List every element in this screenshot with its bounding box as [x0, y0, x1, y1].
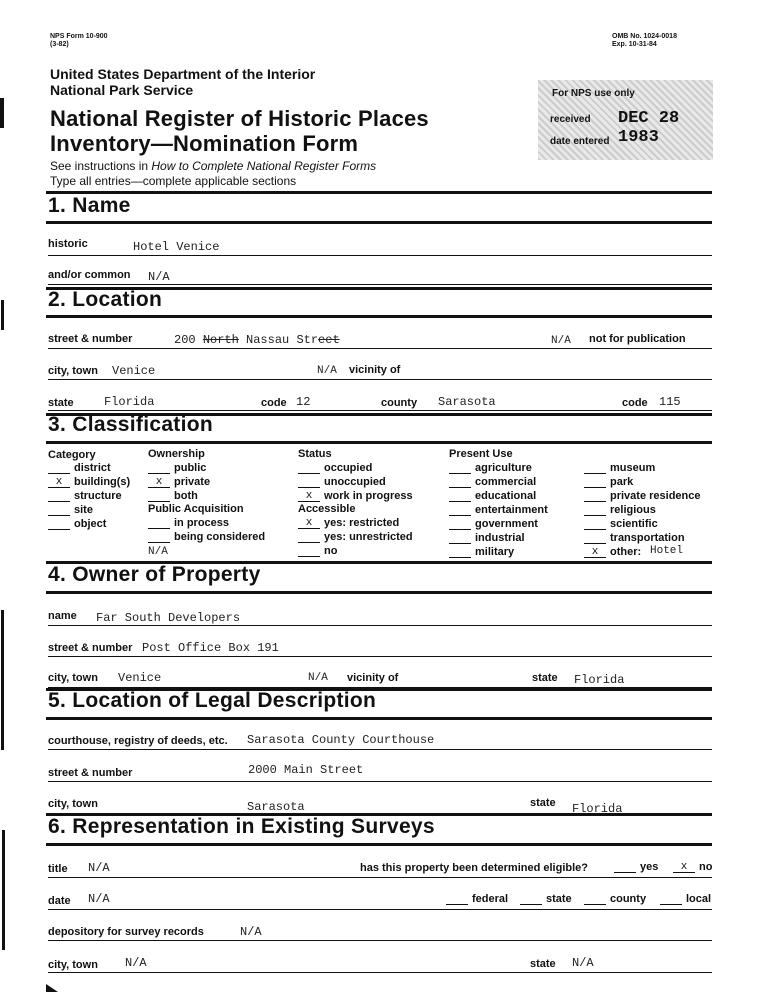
checkbox-blank[interactable]: x — [148, 477, 170, 488]
checkbox-blank[interactable] — [584, 519, 606, 530]
service-name: National Park Service — [50, 82, 194, 98]
owner-city-label: city, town — [48, 672, 98, 684]
checkbox-blank[interactable] — [449, 463, 471, 474]
street-name: Nassau Str — [238, 333, 319, 347]
checkbox-blank[interactable] — [584, 491, 606, 502]
county-value[interactable]: Sarasota — [438, 395, 496, 409]
survey-title-label: title — [48, 863, 68, 875]
section-divider — [46, 221, 712, 224]
federal-option[interactable] — [446, 893, 508, 905]
checkbox-option[interactable] — [584, 462, 655, 474]
checkbox-option[interactable] — [298, 531, 413, 543]
checkbox-label: being considered — [174, 531, 266, 543]
rule — [48, 940, 712, 941]
checkbox-option[interactable] — [584, 532, 685, 544]
section-divider — [46, 717, 712, 720]
section-5-heading: 5. Location of Legal Description — [48, 689, 377, 712]
scan-edge-mark — [1, 610, 4, 750]
depository-city-value[interactable]: N/A — [125, 956, 147, 970]
local-option[interactable] — [660, 893, 711, 905]
not-for-publication-label: not for publication — [589, 333, 686, 345]
rule — [48, 348, 712, 349]
checkbox-blank[interactable] — [449, 477, 471, 488]
eligible-yes-option[interactable] — [614, 861, 658, 873]
checkbox-option[interactable] — [48, 504, 93, 516]
checkbox-blank[interactable] — [584, 477, 606, 488]
checkbox-label: religious — [610, 504, 656, 516]
rule — [48, 781, 712, 782]
checkbox-option[interactable] — [48, 476, 130, 488]
checkbox-option[interactable] — [449, 532, 525, 544]
struck-suffix: eet — [318, 333, 340, 347]
courthouse-label: courthouse, registry of deeds, etc. — [48, 735, 228, 747]
checkbox-option[interactable] — [298, 462, 372, 474]
checkbox-label: occupied — [324, 462, 373, 474]
nps-use-box — [538, 80, 713, 160]
checkbox-option[interactable] — [449, 490, 536, 502]
county-code-label: code — [622, 397, 648, 409]
checkbox-label: site — [74, 504, 93, 516]
checkbox-option[interactable] — [148, 517, 229, 529]
checkbox-blank[interactable] — [148, 532, 170, 543]
rule — [48, 284, 712, 285]
section-4-heading: 4. Owner of Property — [48, 563, 261, 586]
rule — [48, 656, 712, 657]
county-option[interactable] — [584, 893, 646, 905]
state-code-label: code — [261, 397, 287, 409]
owner-vicinity-value[interactable]: N/A — [308, 672, 328, 684]
checkbox-label: museum — [610, 462, 656, 474]
state-value[interactable]: Florida — [104, 395, 155, 409]
checkbox-blank[interactable]: x — [298, 518, 320, 529]
accessible-heading: Accessible — [298, 503, 356, 515]
legal-state-label: state — [530, 797, 556, 809]
rule — [48, 410, 712, 411]
owner-name-label: name — [48, 610, 77, 622]
checkbox-option[interactable] — [148, 531, 265, 543]
checkbox-option[interactable] — [148, 476, 210, 488]
checkbox-label: government — [475, 518, 538, 530]
section-6-heading: 6. Representation in Existing Surveys — [48, 815, 435, 838]
state-option[interactable] — [520, 893, 572, 905]
form-number: NPS Form 10-900 — [50, 33, 108, 40]
owner-street-value[interactable]: Post Office Box 191 — [142, 641, 279, 655]
checkbox-label: industrial — [475, 532, 525, 544]
checkbox-label: commercial — [475, 476, 537, 488]
scan-edge-mark — [2, 830, 5, 950]
eligible-yes-label: yes — [640, 861, 659, 873]
owner-name-value[interactable]: Far South Developers — [96, 611, 241, 625]
eligible-no-blank[interactable]: x — [673, 862, 695, 873]
public-acquisition-value[interactable]: N/A — [148, 546, 168, 558]
checkbox-label: transportation — [610, 532, 685, 544]
federal-blank[interactable] — [446, 894, 468, 905]
owner-vicinity-label: vicinity of — [347, 672, 399, 684]
checkbox-blank[interactable] — [48, 491, 70, 502]
street-address-value[interactable] — [174, 333, 340, 347]
common-name-value[interactable]: N/A — [148, 270, 170, 284]
owner-city-value[interactable]: Venice — [118, 671, 162, 685]
survey-title-value[interactable]: N/A — [88, 861, 110, 875]
federal-label: federal — [472, 893, 509, 905]
historic-name-label: historic — [48, 238, 88, 250]
checkbox-blank[interactable] — [449, 505, 471, 516]
survey-date-label: date — [48, 895, 71, 907]
checkbox-label: military — [475, 546, 515, 558]
checkbox-blank[interactable] — [48, 463, 70, 474]
checkbox-label: building(s) — [74, 476, 131, 488]
instructions-line2: Type all entries—complete applicable sections — [50, 174, 297, 188]
checkbox-option[interactable] — [584, 518, 658, 530]
rule — [48, 255, 712, 256]
courthouse-value[interactable]: Sarasota County Courthouse — [247, 733, 435, 747]
form-title-line1: National Register of Historic Places — [50, 106, 429, 131]
section-divider — [46, 191, 712, 194]
received-label: received — [550, 114, 591, 125]
ownership-heading: Ownership — [148, 448, 205, 460]
legal-state-value[interactable]: Florida — [572, 802, 623, 816]
legal-city-label: city, town — [48, 798, 98, 810]
checkbox-blank[interactable] — [298, 477, 320, 488]
section-3-heading: 3. Classification — [48, 413, 213, 436]
section-2-heading: 2. Location — [48, 288, 163, 311]
checkbox-label: other: — [610, 546, 642, 558]
state-code-value[interactable]: 12 — [296, 395, 311, 409]
checkbox-label: public — [174, 462, 207, 474]
checkbox-blank[interactable] — [48, 505, 70, 516]
checkbox-option[interactable] — [298, 476, 386, 488]
depository-city-label: city, town — [48, 959, 98, 971]
section-divider — [46, 441, 712, 444]
checkbox-blank[interactable] — [298, 532, 320, 543]
depository-state-value[interactable]: N/A — [572, 956, 594, 970]
corner-arrow-mark — [46, 984, 58, 992]
eligibility-question: has this property been determined eligible? — [360, 862, 588, 874]
present-use-heading: Present Use — [449, 448, 513, 460]
nps-use-title: For NPS use only — [552, 88, 635, 99]
checkbox-blank[interactable] — [298, 463, 320, 474]
date-entered-label: date entered — [550, 136, 610, 147]
checkbox-label: entertainment — [475, 504, 548, 516]
struck-word: North — [202, 333, 239, 347]
category-heading: Category — [48, 449, 96, 461]
checkbox-blank[interactable] — [584, 505, 606, 516]
public-acquisition-heading: Public Acquisition — [148, 503, 244, 515]
local-option-label: local — [686, 893, 712, 905]
rule — [48, 909, 712, 910]
checkbox-label: educational — [475, 490, 537, 502]
checkbox-option[interactable] — [298, 490, 413, 502]
checkbox-label: object — [74, 518, 107, 530]
street-number: 200 — [174, 333, 203, 347]
checkbox-option[interactable] — [584, 546, 641, 558]
section-1-heading: 1. Name — [48, 194, 131, 217]
rule — [48, 625, 712, 626]
checkbox-label: private residence — [610, 490, 701, 502]
depository-value[interactable]: N/A — [240, 925, 262, 939]
checkbox-label: no — [324, 545, 338, 557]
checkbox-blank[interactable] — [48, 519, 70, 530]
checkbox-blank[interactable] — [584, 533, 606, 544]
state-option-label: state — [546, 893, 572, 905]
legal-street-value[interactable]: 2000 Main Street — [248, 763, 364, 777]
instructions-line1 — [50, 159, 376, 173]
legal-street-label: street & number — [48, 767, 133, 779]
rule — [48, 972, 712, 973]
checkbox-label: scientific — [610, 518, 658, 530]
county-option-label: county — [610, 893, 647, 905]
received-date-stamp: DEC 28 1983 — [618, 109, 680, 147]
checkbox-label: private — [174, 476, 211, 488]
checkbox-blank[interactable] — [148, 491, 170, 502]
owner-street-label: street & number — [48, 642, 133, 654]
owner-state-value[interactable]: Florida — [574, 673, 625, 687]
rule — [48, 877, 712, 878]
checkbox-option[interactable] — [449, 518, 538, 530]
section-divider — [46, 315, 712, 318]
section-divider — [46, 843, 712, 846]
instructions-prefix: See instructions in — [50, 159, 152, 173]
checkbox-option[interactable] — [449, 476, 536, 488]
checkbox-blank[interactable]: x — [48, 477, 70, 488]
checkbox-blank[interactable]: x — [298, 491, 320, 502]
checkbox-option[interactable] — [298, 545, 337, 557]
county-blank[interactable] — [584, 894, 606, 905]
expiration-date: Exp. 10-31-84 — [612, 41, 657, 48]
checkbox-label: park — [610, 476, 634, 488]
checkbox-label: yes: unrestricted — [324, 531, 413, 543]
eligible-no-option[interactable] — [673, 861, 712, 873]
checkbox-label: structure — [74, 490, 122, 502]
checkbox-label: yes: restricted — [324, 517, 400, 529]
section-divider — [46, 591, 712, 594]
historic-name-value[interactable]: Hotel Venice — [133, 240, 220, 254]
street-number-label: street & number — [48, 333, 133, 345]
city-town-label: city, town — [48, 365, 98, 377]
checkbox-blank[interactable]: x — [584, 547, 606, 558]
checkbox-option[interactable] — [148, 462, 206, 474]
checkbox-option[interactable] — [449, 462, 532, 474]
checkbox-option[interactable] — [584, 476, 633, 488]
scan-edge-mark — [1, 300, 4, 330]
form-revision: (3-82) — [50, 41, 69, 48]
checkbox-option[interactable] — [48, 490, 122, 502]
not-for-publication-value[interactable]: N/A — [551, 335, 571, 347]
checkbox-option[interactable] — [298, 517, 399, 529]
checkbox-option[interactable] — [48, 462, 111, 474]
checkbox-blank[interactable] — [298, 546, 320, 557]
checkbox-blank[interactable] — [449, 491, 471, 502]
state-label: state — [48, 397, 74, 409]
depository-state-label: state — [530, 958, 556, 970]
checkbox-blank[interactable] — [449, 533, 471, 544]
checkbox-blank[interactable] — [148, 518, 170, 529]
owner-state-label: state — [532, 672, 558, 684]
checkbox-option[interactable] — [584, 490, 701, 502]
checkbox-option[interactable] — [48, 518, 106, 530]
state-blank[interactable] — [520, 894, 542, 905]
checkbox-blank[interactable] — [148, 463, 170, 474]
legal-city-value[interactable]: Sarasota — [247, 800, 305, 814]
instructions-booklet: How to Complete National Register Forms — [151, 159, 377, 173]
vicinity-value[interactable]: N/A — [317, 365, 337, 377]
rule — [48, 749, 712, 750]
checkbox-option[interactable] — [584, 504, 656, 516]
other-use-value[interactable]: Hotel — [650, 545, 684, 557]
checkbox-option[interactable] — [449, 504, 548, 516]
depository-label: depository for survey records — [48, 926, 204, 938]
checkbox-blank[interactable] — [449, 519, 471, 530]
status-heading: Status — [298, 448, 332, 460]
county-label: county — [381, 397, 418, 409]
checkbox-label: unoccupied — [324, 476, 386, 488]
checkbox-option[interactable] — [148, 490, 198, 502]
omb-number: OMB No. 1024-0018 — [612, 33, 677, 40]
common-name-label: and/or common — [48, 269, 131, 281]
scan-edge-mark — [0, 98, 4, 128]
checkbox-blank[interactable] — [449, 547, 471, 558]
checkbox-option[interactable] — [449, 546, 514, 558]
checkbox-label: work in progress — [324, 490, 413, 502]
county-code-value[interactable]: 115 — [659, 395, 681, 409]
city-town-value[interactable]: Venice — [112, 364, 156, 378]
vicinity-label: vicinity of — [349, 364, 401, 376]
checkbox-label: in process — [174, 517, 230, 529]
checkbox-blank[interactable] — [584, 463, 606, 474]
checkbox-label: district — [74, 462, 111, 474]
department-name: United States Department of the Interior — [50, 66, 316, 82]
local-blank[interactable] — [660, 894, 682, 905]
eligible-no-label: no — [699, 861, 713, 873]
checkbox-label: both — [174, 490, 198, 502]
form-title-line2: Inventory—Nomination Form — [50, 131, 359, 156]
survey-date-value[interactable]: N/A — [88, 892, 110, 906]
eligible-yes-blank[interactable] — [614, 862, 636, 873]
checkbox-label: agriculture — [475, 462, 532, 474]
rule — [48, 379, 712, 380]
